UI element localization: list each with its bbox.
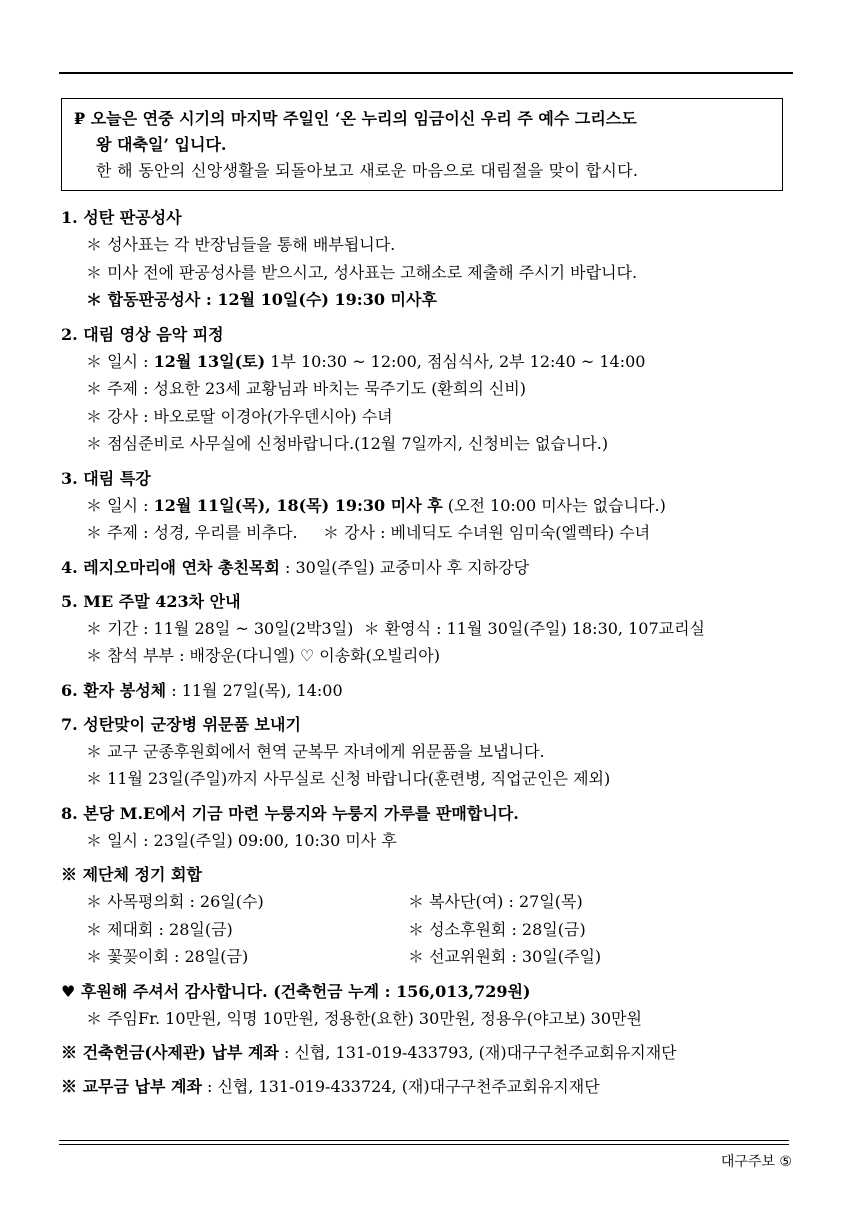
title-detail: : 신협, 131-019-433793, (재)대구구천주교회유지재단 <box>278 1043 677 1062</box>
section-me-weekend <box>61 589 796 670</box>
list-item: ＊ 성사표는 각 반장님들을 통해 배부됩니다. <box>86 235 396 254</box>
meeting-item: ＊ 성소후원회 : 28일(금) <box>408 919 586 939</box>
section-title <box>61 678 796 704</box>
announcements <box>61 205 796 1108</box>
page-number: 대구주보 ⑤ <box>720 1154 792 1170</box>
list-item: ＊ 미사 전에 판공성사를 받으시고, 성사표는 고해소로 제출해 주시기 바랍니다. <box>86 262 638 282</box>
section-title: ※ 제단체 정기 회합 <box>61 865 202 884</box>
title-text: ※ 건축헌금(사제관) 납부 계좌 <box>61 1043 279 1062</box>
section-title: 7. 성탄맞이 군장병 위문품 보내기 <box>61 714 301 734</box>
list-item: ＊ 점심준비로 사무실에 신청바랍니다.(12월 7일까지, 신청비는 없습니다.) <box>86 434 609 453</box>
list-item: ＊ 주제 : 성요한 23세 교황님과 바치는 묵주기도 (환희의 신비) <box>86 379 527 398</box>
list-item: ＊ 11월 23일(주일)까지 사무실로 신청 바랍니다(훈련병, 직업군인은 제외) <box>86 769 611 788</box>
list-item: ＊ 교구 군종후원회에서 현역 군복무 자녀에게 위문품을 보냅니다. <box>86 741 545 761</box>
section-title: 5. ME 주말 423차 안내 <box>61 591 241 611</box>
meeting-item: ＊ 사목평의회 : 26일(수) <box>86 892 264 911</box>
list-item: ＊ 일시 : 23일(주일) 09:00, 10:30 미사 후 <box>86 830 397 850</box>
section-title <box>61 555 796 581</box>
list-item: ＊ 주제 : 성경, 우리를 비추다. ＊ 강사 : 베네딕도 수녀원 임미숙(엘렉타) 수녀 <box>86 523 651 542</box>
section-soldier-gifts <box>61 712 796 793</box>
meeting-row <box>61 943 796 971</box>
footer-divider <box>59 1140 789 1145</box>
section-title: 2. 대림 영상 음악 피정 <box>61 324 224 344</box>
section-title <box>61 1074 796 1100</box>
section-meetings <box>61 862 796 971</box>
section-tithe-account <box>61 1074 796 1100</box>
item-detail: (오전 10:00 미사는 없습니다.) <box>442 495 666 515</box>
section-title: ♥ 후원해 주셔서 감사합니다. (건축헌금 누계 : 156,013,729원) <box>61 981 531 1001</box>
list-item: ＊ 주임Fr. 10만원, 익명 10만원, 정용한(요한) 30만원, 정용우(야고보) 30만원 <box>86 1008 642 1028</box>
item-label: ＊ 일시 : <box>86 351 154 371</box>
top-divider <box>59 72 793 74</box>
list-item <box>61 492 796 520</box>
section-communion-sick <box>61 678 796 704</box>
title-detail: : 11월 27일(목), 14:00 <box>166 680 343 700</box>
list-item: ＊ 참석 부부 : 배장운(다니엘) ♡ 이송화(오빌리아) <box>86 646 440 665</box>
section-building-account <box>61 1040 796 1066</box>
title-detail: : 신협, 131-019-433724, (재)대구구천주교회유지재단 <box>201 1077 600 1096</box>
list-item: ＊ 합동판공성사 : 12월 10일(수) 19:30 미사후 <box>86 290 437 309</box>
title-detail: : 30일(주일) 교중미사 후 지하강당 <box>279 557 530 577</box>
meeting-item: ＊ 제대회 : 28일(금) <box>86 919 233 939</box>
meeting-row <box>61 916 796 944</box>
item-detail: 1부 10:30 ~ 12:00, 점심식사, 2부 12:40 ~ 14:00 <box>265 351 646 371</box>
section-title: 1. 성탄 판공성사 <box>61 208 182 227</box>
section-nurungji-sale <box>61 801 796 855</box>
item-date: 12월 11일(목), 18(목) 19:30 미사 후 <box>153 495 443 515</box>
meeting-item: ＊ 꽃꽂이회 : 28일(금) <box>86 947 249 966</box>
section-title: 3. 대림 특강 <box>61 468 151 488</box>
section-thanks <box>61 979 796 1033</box>
section-title <box>61 1040 796 1066</box>
title-text: 6. 환자 봉성체 <box>61 680 167 700</box>
notice-box <box>61 98 783 191</box>
meeting-item: ＊ 선교위원회 : 30일(주일) <box>408 947 602 966</box>
notice-line-3: 한 해 동안의 신앙생활을 되돌아보고 새로운 마음으로 대림절을 맞이 합시다. <box>96 161 639 180</box>
list-item: ＊ 기간 : 11월 28일 ~ 30일(2박3일) ＊ 환영식 : 11월 30일(주일) 18:30, 107교리실 <box>86 618 706 638</box>
list-item <box>61 348 796 376</box>
meeting-row <box>61 888 796 916</box>
section-title: 8. 본당 M.E에서 기금 마련 누룽지와 누룽지 가루를 판매합니다. <box>61 803 519 823</box>
section-legio <box>61 555 796 581</box>
list-item: ＊ 강사 : 바오로딸 이경아(가우덴시아) 수녀 <box>86 406 393 426</box>
item-date: 12월 13일(토) <box>153 351 266 371</box>
title-text: ※ 교무금 납부 계좌 <box>61 1077 202 1096</box>
section-advent-retreat <box>61 322 796 458</box>
section-advent-lecture <box>61 466 796 547</box>
title-text: 4. 레지오마리애 연차 총친목회 <box>61 557 280 577</box>
notice-line-2: 왕 대축일’ 입니다. <box>96 135 227 154</box>
notice-line-1: ₽ 오늘은 연중 시기의 마지막 주일인 ‘온 누리의 임금이신 우리 주 예수 그리스도 <box>74 109 637 128</box>
meeting-item: ＊ 복사단(여) : 27일(목) <box>408 892 583 911</box>
item-label: ＊ 일시 : <box>86 495 154 515</box>
section-confession <box>61 205 796 314</box>
